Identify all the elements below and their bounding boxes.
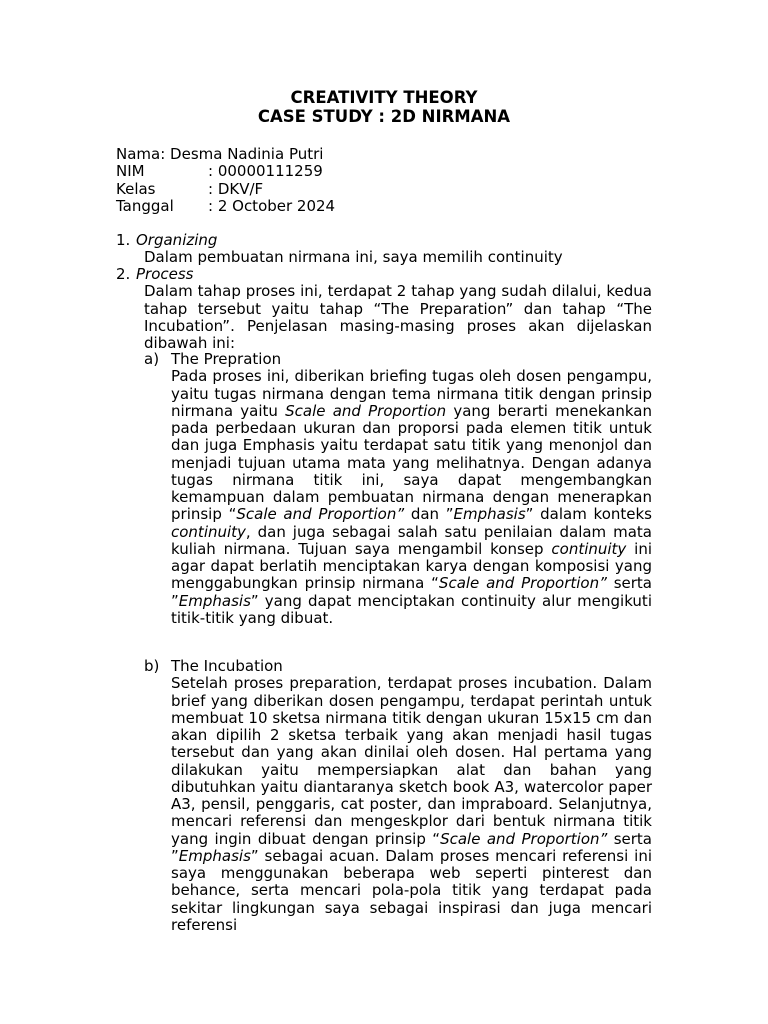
info-tanggal (116, 198, 335, 215)
document-subtitle: CASE STUDY : 2D NIRMANA (257, 107, 511, 126)
subsection-paragraph (144, 368, 652, 627)
text-run: serta ” (171, 574, 652, 610)
emphasis-text: Emphasis (453, 505, 526, 524)
subsection-heading (144, 351, 652, 368)
section-title: Process (136, 265, 194, 283)
emphasis-text: continuity (551, 539, 627, 558)
emphasis-text: Scale and Proportion” (236, 505, 405, 524)
text-run: , dan juga sebagai salah satu penilaian dalam mata kuliah nirmana. Tujuan saya mengambil konsep (171, 522, 652, 558)
info-nim (116, 163, 335, 180)
emphasis-text: Scale and Proportion” (440, 829, 608, 848)
text-run: yang berarti menekankan pada perbedaan ukuran dan proporsi pada elemen titik untuk dan juga Emphasis yaitu terdapat satu titik yang menonjol dan menjadi tujuan utama mata yang melihatnya. Dengan adanya tugas nirmana titik ini, saya dapat mengembangkan kemampuan dalam pembuatan nirmana dengan menerapkan prinsip “ (171, 401, 652, 524)
text-run: serta ” (171, 829, 653, 865)
text-run: Setelah proses preparation, terdapat proses incubation. Dalam brief yang diberikan dosen pengampu, terdapat perintah untuk membuat 10 sketsa nirmana titik dengan ukuran 15x15 cm dan akan dipilih 2 sketsa terbaik yang akan menjadi hasil tugas tersebut dan yang akan dinilai oleh dosen. Hal pertama yang dilakukan yaitu mempersiapkan alat dan bahan yang dibutuhkan yaitu diantaranya sketch book A3, watercolor paper A3, pensil, penggaris, cat poster, dan impraboard. Selanjutnya, mencari referensi dan mengeskplor dari bentuk nirmana titik yang ingin dibuat dengan prinsip “ (171, 674, 652, 848)
section-organizing (116, 232, 652, 267)
subsection-title: The Prepration (171, 350, 282, 368)
nim-label: NIM (116, 162, 145, 181)
subsection-title: The Incubation (171, 657, 283, 675)
emphasis-text: Emphasis (178, 591, 251, 610)
text-run: ini agar dapat berlatih menciptakan karya dengan komposisi yang menggabungkan prinsip nirmana “ (171, 539, 652, 593)
subsection-paragraph (144, 675, 652, 934)
text-run: Pada proses ini, diberikan briefing tugas oleh dosen pengampu, yaitu tugas nirmana dengan tema nirmana titik dengan prinsip nirmana yaitu (171, 367, 652, 420)
section-process (116, 266, 652, 352)
kelas-label: Kelas (116, 179, 156, 198)
section-heading (116, 266, 652, 283)
student-info (116, 146, 335, 215)
emphasis-text: Emphasis (178, 846, 251, 865)
tanggal-value: : 2 October 2024 (208, 196, 336, 215)
document-title: CREATIVITY THEORY (290, 88, 478, 107)
section-title: Organizing (136, 231, 218, 249)
section-number: 1. (116, 231, 131, 249)
kelas-value: : DKV/F (208, 179, 264, 198)
text-run: ” sebagai acuan. Dalam proses mencari referensi ini saya menggunakan beberapa web seperti pinterest dan behance, serta mencari pola-pola titik yang terdapat pada sekitar lingkungan saya sebagai inspirasi dan juga mencari referensi (171, 846, 652, 934)
text-run: dan ” (404, 505, 454, 524)
subsection-preparation (144, 351, 652, 627)
info-nama: Nama: Desma Nadinia Putri (116, 145, 324, 163)
subsection-incubation (144, 658, 652, 934)
section-body: Dalam pembuatan nirmana ini, saya memilih continuity (144, 248, 563, 267)
section-number: 2. (116, 265, 131, 283)
text-run: ” yang dapat menciptakan continuity alur mengikuti titik-titik yang dibuat. (171, 591, 652, 627)
section-heading (116, 232, 652, 249)
subsection-letter: b) (144, 657, 160, 675)
tanggal-label: Tanggal (116, 196, 174, 215)
emphasis-text: Scale and Proportion” (438, 574, 607, 593)
text-run: ” dalam konteks (525, 505, 652, 524)
section-intro: Dalam tahap proses ini, terdapat 2 tahap yang sudah dilalui, kedua tahap tersebut yaitu tahap “The Preparation” dan tahap “The Incubation”. Penjelasan masing-masing proses akan dijelaskan dibawah ini: (144, 282, 652, 352)
emphasis-text: continuity (171, 522, 246, 541)
emphasis-text: Scale and Proportion (285, 401, 447, 420)
subsection-letter: a) (144, 350, 160, 368)
subsection-heading (144, 658, 652, 675)
nim-value: : 00000111259 (208, 162, 323, 181)
info-kelas (116, 181, 335, 198)
